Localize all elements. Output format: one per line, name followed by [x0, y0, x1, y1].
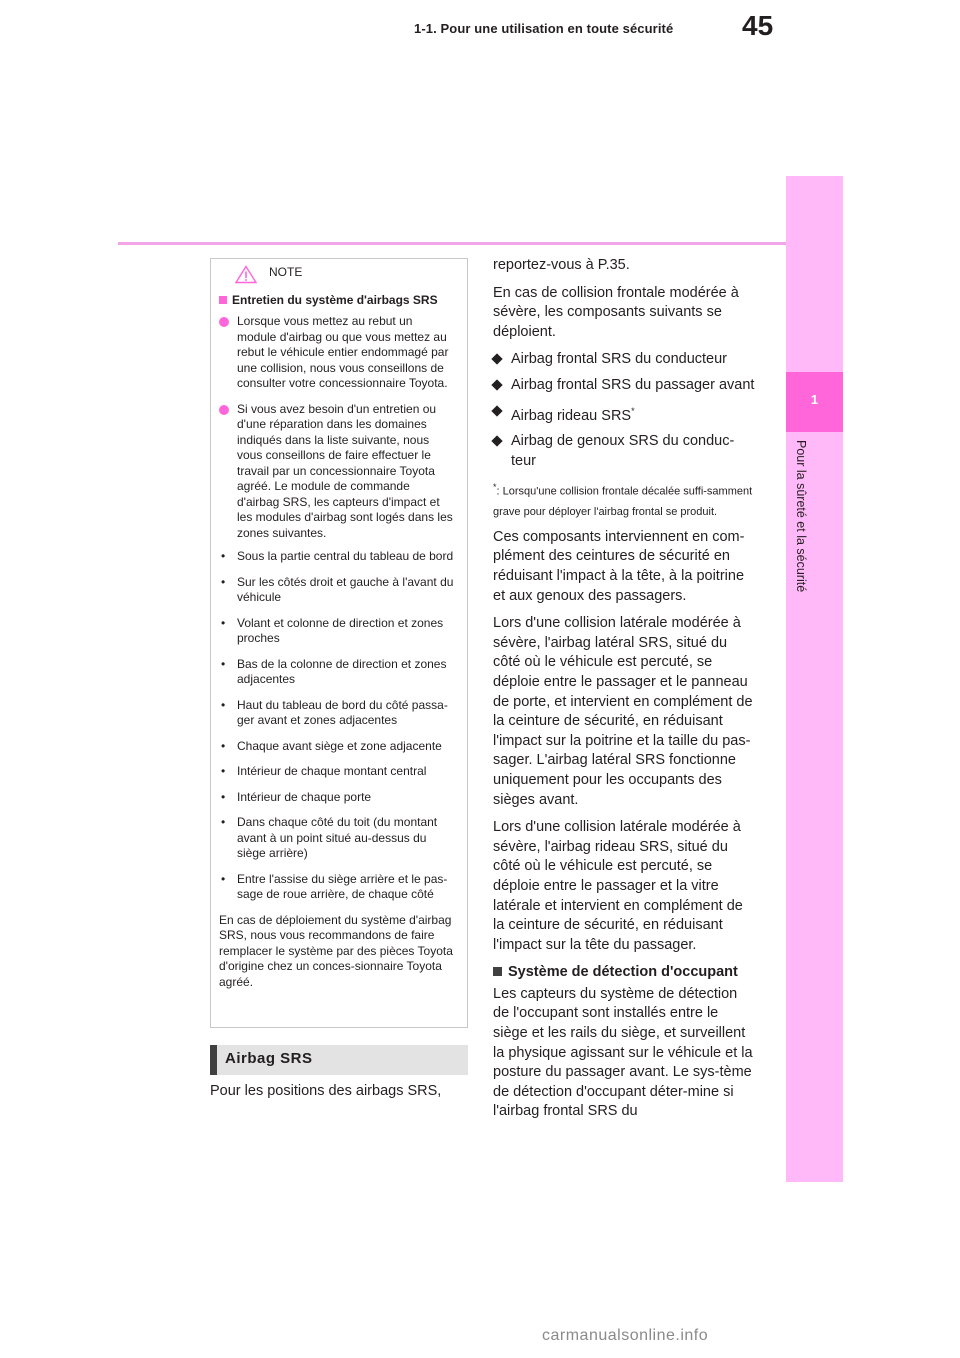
list-item: Airbag rideau SRS* — [493, 402, 755, 426]
square-bullet-icon — [493, 967, 502, 976]
paragraph: Lors d'une collision latérale modérée à sévère, l'airbag latéral SRS, situé du côté où le véhicule est percuté, se déploie entre le passager et le panneau de porte, et intervient en complément de la ceinture de sécurité, en réduisant l'impact sur la poitrine et la taille du pas-sager. L'airbag latéral SRS fonctionne uniquement pour les occupants des sièges avant. — [493, 615, 753, 808]
note-box — [210, 258, 468, 1028]
list-item: • Haut du tableau de bord du côté passa-ger avant et zones adjacentes — [219, 698, 455, 729]
paragraph: Les capteurs du système de détection de l'occupant sont installés entre le siège et les rails du siège, et surveillent la physique agissant sur le véhicule et la posture du passager avant. Le sys-tème de détection d'occupant déter-mine si l'airbag frontal SRS du — [493, 985, 753, 1120]
diamond-bullet-icon — [491, 435, 502, 446]
section-heading-text: Airbag SRS — [225, 1050, 313, 1067]
section-title: 1-1. Pour une utilisation en toute sécurité — [414, 21, 674, 36]
pink-dot-icon — [219, 317, 229, 327]
paragraph: reportez-vous à P.35. — [493, 257, 630, 273]
chapter-side-tab — [786, 176, 843, 1182]
list-item: Airbag frontal SRS du conducteur — [493, 350, 755, 370]
list-item: • Dans chaque côté du toit (du montant avant à un point situé au-dessus du siège arrière) — [219, 815, 455, 862]
list-item: Airbag frontal SRS du passager avant — [493, 376, 755, 396]
location-list — [219, 549, 455, 903]
diamond-bullet-icon — [491, 405, 502, 416]
footnote: *: Lorsqu'une collision frontale décalée suffi-samment grave pour déployer l'airbag frontal se produit. — [493, 482, 753, 518]
watermark: carmanualsonline.info — [542, 1327, 709, 1344]
header-rule — [118, 242, 788, 245]
right-column — [493, 256, 755, 1130]
list-item: • Sur les côtés droit et gauche à l'avant du véhicule — [219, 575, 455, 606]
note-item: Lorsque vous mettez au rebut un module d'airbag ou que vous mettez au rebut le véhicule entier endommagé par une collision, nous vous conseillons de consulter votre concessionnaire Toyota. — [219, 314, 455, 392]
page-number: 45 — [742, 10, 774, 41]
chapter-number: 1 — [810, 392, 819, 407]
subsection-heading: Système de détection d'occupant — [493, 963, 755, 983]
note-header — [219, 259, 455, 287]
list-item: • Sous la partie central du tableau de bord — [219, 549, 455, 565]
paragraph: Ces composants interviennent en com-plément des ceintures de sécurité en réduisant l'impact à la tête, à la poitrine et aux genoux des passagers. — [493, 528, 745, 604]
diamond-bullet-icon — [491, 379, 502, 390]
list-item: Airbag de genoux SRS du conduc-teur — [493, 432, 755, 471]
diamond-bullet-icon — [491, 354, 502, 365]
footnote-ref: * — [631, 405, 635, 416]
paragraph: En cas de collision frontale modérée à sévère, les composants suivants se déploient. — [493, 284, 739, 340]
list-item: • Bas de la colonne de direction et zones adjacentes — [219, 657, 455, 688]
list-item: • Chaque avant siège et zone adjacente — [219, 739, 455, 755]
note-footer: En cas de déploiement du système d'airbag SRS, nous vous recommandons de faire remplacer le système par des pièces Toyota d'origine chez un conces-sionnaire Toyota agréé. — [219, 912, 453, 989]
list-item: • Entre l'assise du siège arrière et le pas-sage de roue arrière, de chaque côté — [219, 872, 455, 903]
note-title: Entretien du système d'airbags SRS — [219, 293, 455, 308]
pink-dot-icon — [219, 405, 229, 415]
pink-square-icon — [219, 296, 227, 304]
chapter-label: Pour la sûreté et la sécurité — [794, 440, 808, 593]
warning-triangle-icon — [235, 265, 257, 289]
heading-bar — [210, 1045, 217, 1075]
note-label: NOTE — [269, 265, 303, 279]
note-item: Si vous avez besoin d'un entretien ou d'une réparation dans les domaines indiqués dans la liste suivante, nous vous conseillons de faire effectuer le travail par un concessionnaire Toyota agréé. Le module de commande d'airbag SRS, les capteurs d'impact et les modules d'airbag sont logés dans les zones suivantes. — [219, 402, 455, 542]
section-heading — [210, 1045, 468, 1075]
list-item: • Volant et colonne de direction et zones proches — [219, 616, 455, 647]
list-item: • Intérieur de chaque porte — [219, 790, 455, 806]
body-text: Pour les positions des airbags SRS, — [210, 1083, 442, 1099]
paragraph: Lors d'une collision latérale modérée à sévère, l'airbag rideau SRS, situé du côté où le véhicule est percuté, se déploie entre le passager et la vitre latérale et intervient en complément de la ceinture de sécurité, en réduisant l'impact sur la tête du passager. — [493, 819, 743, 953]
list-item: • Intérieur de chaque montant central — [219, 764, 455, 780]
